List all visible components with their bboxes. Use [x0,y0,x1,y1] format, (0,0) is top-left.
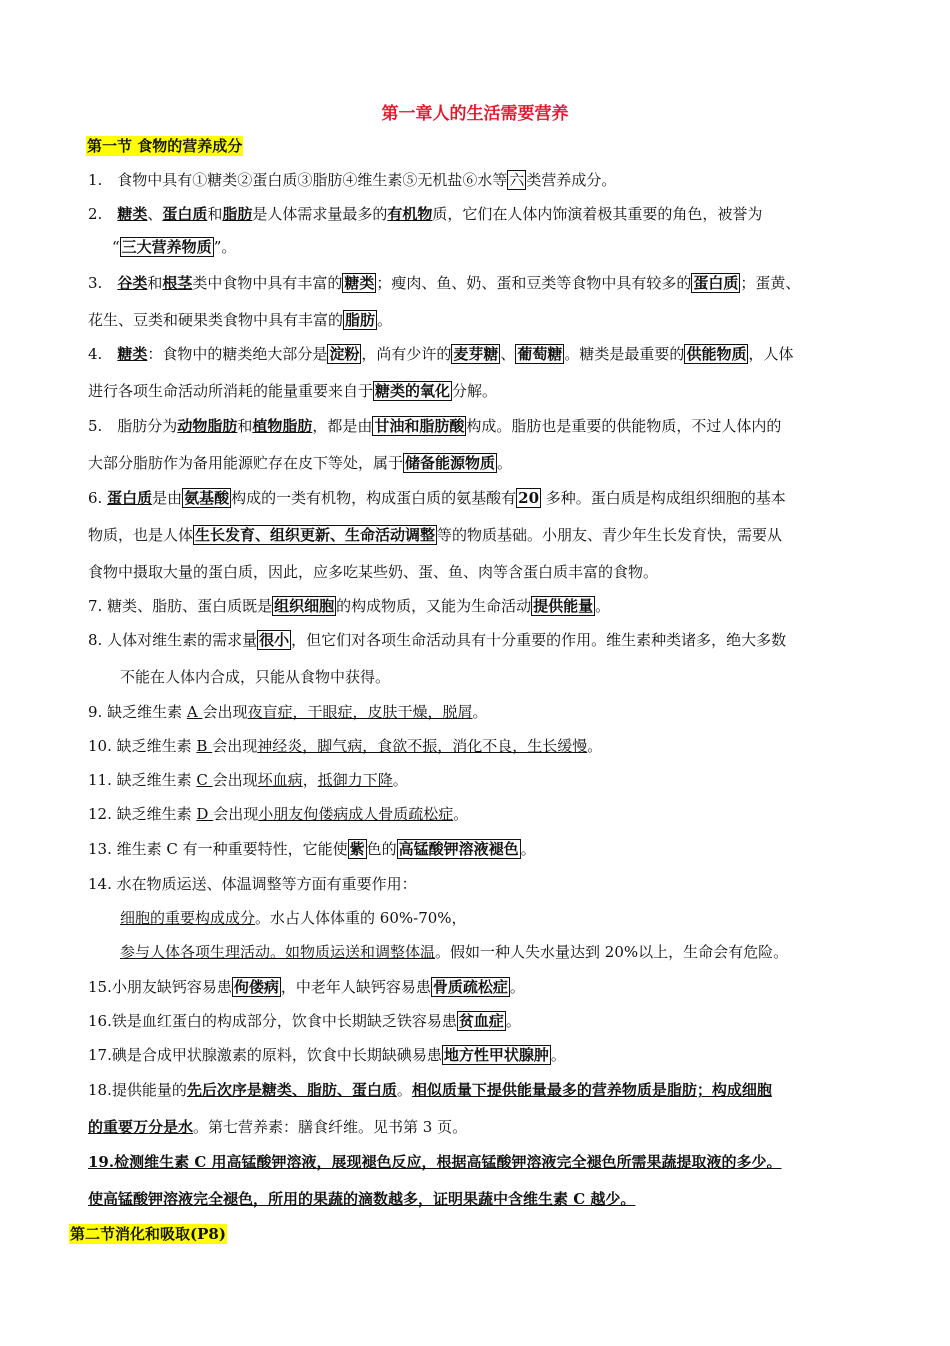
item-14-key: 参与人体各项生理活动。如物质运送和调整体温 [120,943,436,961]
item-4-text: 。糖类是最重要的 [564,345,685,363]
item-5-text: 。 [497,454,513,472]
item-2-text: 质，它们在人体内饰演着极其重要的角色，被誉为 [432,205,763,223]
item-5-key-box: 储备能源物质 [405,454,496,472]
item-11-text: 会出现 [212,771,258,789]
item-13-key-box: 紫 [349,840,365,858]
item-16-text: 16.铁是血红蛋白的构成部分，饮食中长期缺乏铁容易患 [88,1012,457,1030]
item-15-text: 。 [509,978,525,996]
item-6-line-3: 食物中摄取大量的蛋白质，因此，应多吃某些奶、蛋、鱼、肉等含蛋白质丰富的食物。 [88,563,659,581]
item-11-text: ， [302,771,318,789]
item-4-line-2 [88,381,497,401]
item-6-text: 物质，也是人体 [88,526,194,544]
item-4-key-box: 淀粉 [329,345,360,363]
item-16 [88,1011,521,1031]
item-10-key: 神经炎，脚气病，食欲不振，消化不良，生长缓慢 [257,737,588,755]
item-8-text: ，但它们对各项生命活动具有十分重要的作用。维生素种类诸多，绝大多数 [291,631,787,649]
item-3-text: 花生、豆类和硬果类食物中具有丰富的 [88,311,344,329]
item-2-text: 是人体需求量最多的 [252,205,388,223]
item-12-key: D [196,805,214,823]
item-3-text: 和 [147,274,163,292]
item-11-text: 11. 缺乏维生素 [88,771,197,789]
item-4 [88,344,793,364]
item-8-line-2: 不能在人体内合成，只能从食物中获得。 [120,668,391,686]
item-5-key: 动物脂肪 [177,417,238,435]
quote-open: “ [112,238,120,256]
item-14: 14. 水在物质运送、体温调整等方面有重要作用： [88,875,417,893]
item-4-key-box: 糖类的氧化 [375,382,451,400]
item-6-text: 等的物质基础。小朋友、青少年生长发育快，需要从 [437,526,783,544]
item-12-key: 小朋友佝偻病成人骨质疏松症 [258,805,454,823]
item-3-text: ；蛋黄、 [740,274,801,292]
item-4-key-box: 供能物质 [686,345,747,363]
item-16-text: 。 [505,1012,521,1030]
item-18-key: 相似质量下提供能量最多的营养物质是脂肪；构成细胞 [411,1081,772,1099]
item-4-text: 、 [500,345,516,363]
item-4-text: 进行各项生命活动所消耗的能量重要来自于 [88,382,374,400]
item-2-text: 和 [207,205,223,223]
item-1-text: 1. 食物中具有①糖类②蛋白质③脂肪④维生素⑤无机盐⑥水等 [88,171,508,189]
item-2-key: 糖类 [117,205,148,223]
item-4-number: 4. [88,345,118,363]
item-9-text: 9. 缺乏维生素 [88,703,187,721]
item-12-text: 12. 缺乏维生素 [88,805,197,823]
item-16-key-box: 贫血症 [458,1012,504,1030]
item-14-text: 。水占人体体重的 60%-70%， [255,909,467,927]
item-18-text: 。第七营养素：膳食纤维。见书第 3 页。 [193,1118,468,1136]
item-13-key-box: 高锰酸钾溶液褪色 [398,840,519,858]
item-6-key-box: 氨基酸 [184,489,230,507]
item-17-text: 17.碘是合成甲状腺激素的原料，饮食中长期缺碘易患 [88,1046,442,1064]
item-14-key: 细胞的重要构成成分 [120,909,256,927]
item-9-text: 会出现 [202,703,248,721]
item-4-text: ：食物中的糖类绝大部分是 [147,345,328,363]
item-3-key-box: 脂肪 [345,311,376,329]
section-heading-2: 第二节消化和吸取(P8) [70,1225,226,1243]
item-2-number: 2. [88,205,118,223]
item-15-key-box: 骨质疏松症 [432,978,508,996]
item-12 [88,804,468,824]
item-10-text: 会出现 [212,737,258,755]
item-3-text: 。 [377,311,393,329]
item-4-text: 分解。 [452,382,498,400]
item-10-text: 。 [587,737,603,755]
item-2-line-2 [112,237,236,257]
item-2-key: 脂肪 [222,205,253,223]
item-13-text: 色的 [366,840,397,858]
item-3 [88,273,800,293]
item-18-line-2 [88,1117,467,1137]
item-15-text: 15.小朋友缺钙容易患 [88,978,232,996]
item-6-key: 蛋白质 [107,489,153,507]
item-5-line-2 [88,453,512,473]
item-13-text: 。 [520,840,536,858]
item-11-text: 。 [392,771,408,789]
item-2-key: 有机物 [387,205,433,223]
item-15 [88,977,525,997]
item-6 [88,488,786,508]
item-18-key: 的重要万分是水 [88,1118,194,1136]
item-14-line-3 [120,942,788,962]
section-heading-1: 第一节 食物的营养成分 [87,137,243,155]
item-5-text: 5. 脂肪分为 [88,417,178,435]
item-3-number: 3. [88,274,118,292]
item-9-text: 。 [472,703,488,721]
item-3-key-box: 糖类 [344,274,375,292]
item-6-text: 多种。蛋白质是构成组织细胞的基本 [541,489,786,507]
item-1-key: 六 [509,171,525,189]
item-10-key: B [196,737,213,755]
item-3-key-box: 蛋白质 [693,274,739,292]
item-11-key: 坏血病 [257,771,303,789]
item-9-key: 夜盲症，干眼症，皮肤干燥，脱屑 [247,703,473,721]
item-11-key: C [196,771,213,789]
item-12-text: 会出现 [213,805,259,823]
item-3-text: 类中食物中具有丰富的 [192,274,343,292]
item-7-key-box: 提供能量 [533,597,594,615]
item-17-key-box: 地方性甲状腺肿 [443,1046,549,1064]
item-12-text: 。 [453,805,469,823]
item-8-text: 8. 人体对维生素的需求量 [88,631,258,649]
item-5-key-box: 甘油和脂肪酸 [374,417,465,435]
item-2-key-box: 三大营养物质 [121,238,212,256]
item-19: 19.检测维生素 C 用高锰酸钾溶液，展现褪色反应，根据高锰酸钾溶液完全褪色所需果蔬提取液的多少。 [88,1153,782,1171]
item-6-line-2 [88,525,782,545]
item-3-line-2 [88,310,392,330]
item-15-text: ，中老年人缺钙容易患 [280,978,431,996]
item-1-text-end: 类营养成分。 [526,171,617,189]
item-6-number: 6. [88,489,108,507]
item-5-text: ，都是由 [312,417,373,435]
item-4-key-box: 麦芽糖 [453,345,499,363]
item-18-text: 。 [396,1081,412,1099]
item-18-key: 先后次序是糖类、脂肪、蛋白质 [186,1081,397,1099]
item-2-text: 、 [147,205,163,223]
item-5-text: 大部分脂肪作为备用能源贮存在皮下等处，属于 [88,454,404,472]
item-17 [88,1045,566,1065]
item-3-text: ；瘦肉、鱼、奶、蛋和豆类等食物中具有较多的 [376,274,692,292]
item-2-key: 蛋白质 [162,205,208,223]
item-6-text: 是由 [152,489,183,507]
item-9 [88,702,488,722]
item-7-key-box: 组织细胞 [274,597,335,615]
item-11 [88,770,408,790]
item-14-text: 。假如一种人失水量达到 20%以上，生命会有危险。 [435,943,789,961]
item-18-text: 18.提供能量的 [88,1081,187,1099]
item-7-text: 。 [595,597,611,615]
item-3-key: 根茎 [162,274,193,292]
item-6-text: 构成的一类有机物，构成蛋白质的氨基酸有 [231,489,517,507]
item-5-text: 和 [237,417,253,435]
item-13 [88,839,536,859]
item-4-key-box: 葡萄糖 [517,345,563,363]
item-6-key-box: 20 [518,489,540,507]
item-2 [88,204,762,224]
quote-close: ”。 [213,238,237,256]
item-11-key: 抵御力下降 [317,771,393,789]
item-19-line-2: 使高锰酸钾溶液完全褪色，所用的果蔬的滴数越多，证明果蔬中含维生素 C 越少。 [88,1190,636,1208]
item-7 [88,596,610,616]
item-5 [88,416,781,436]
item-4-text: ，人体 [748,345,794,363]
item-18 [88,1080,772,1100]
item-13-text: 13. 维生素 C 有一种重要特性，它能使 [88,840,348,858]
item-4-text: ，尚有少许的 [361,345,452,363]
item-8-key-box: 很小 [259,631,290,649]
item-10 [88,736,602,756]
item-17-text: 。 [550,1046,566,1064]
item-4-key: 糖类 [117,345,148,363]
item-7-text: 7. 糖类、脂肪、蛋白质既是 [88,597,273,615]
item-6-key-box: 生长发育、组织更新、生命活动调整 [195,526,436,544]
item-10-text: 10. 缺乏维生素 [88,737,197,755]
item-3-key: 谷类 [117,274,148,292]
item-9-key: A [186,703,203,721]
item-7-text: 的构成物质，又能为生命活动 [336,597,532,615]
item-15-key-box: 佝偻病 [233,978,279,996]
item-5-text: 构成。脂肪也是重要的供能物质，不过人体内的 [466,417,782,435]
chapter-title: 第一章人的生活需要营养 [381,104,569,124]
item-8 [88,630,786,650]
item-14-line-2 [120,908,467,928]
item-1 [88,170,616,190]
item-5-key: 植物脂肪 [252,417,313,435]
